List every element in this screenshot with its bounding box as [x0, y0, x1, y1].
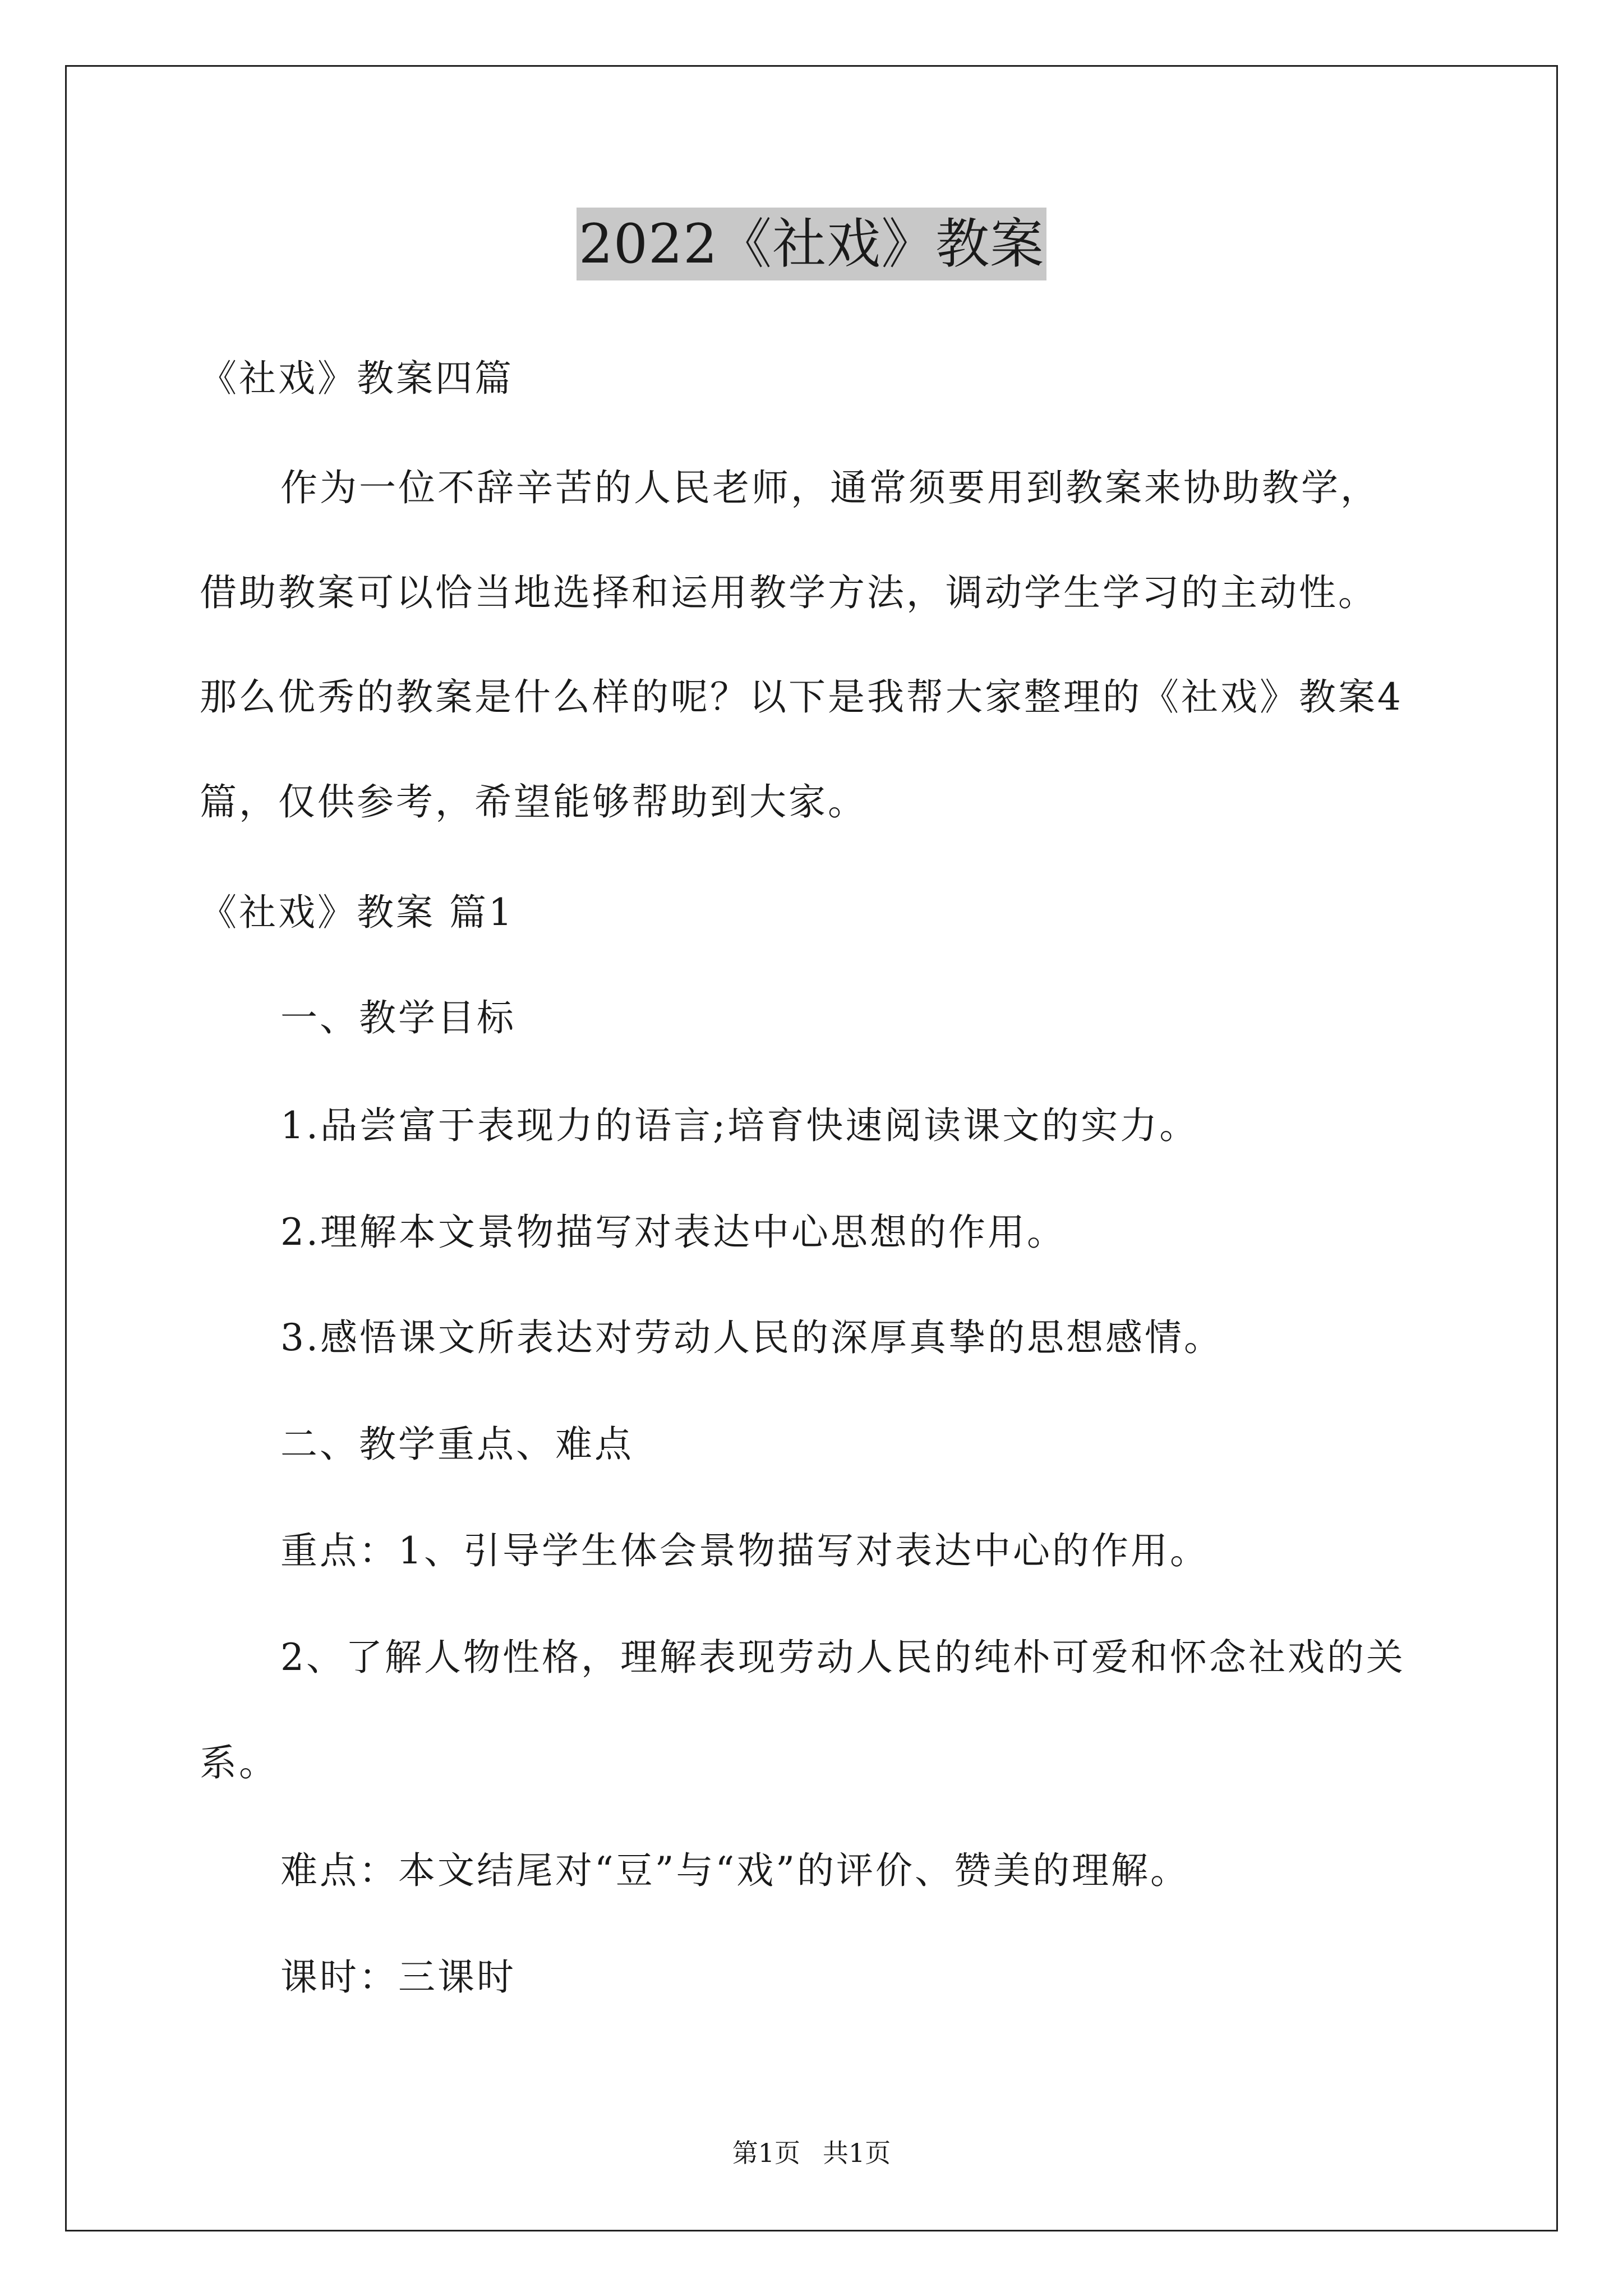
page-footer [0, 2136, 1623, 2170]
class-periods: 课时：三课时 [280, 1955, 516, 1999]
page-number: 第1页 [732, 2138, 800, 2168]
focus-2-line-2: 系。 [200, 1741, 278, 1784]
document-title: 2022《社戏》教案 [577, 208, 1046, 280]
intro-line-2: 借助教案可以恰当地选择和运用教学方法，调动学生学习的主动性。 [200, 571, 1377, 614]
focus-2-line-1: 2、了解人物性格，理解表现劳动人民的纯朴可爱和怀念社戏的关 [280, 1636, 1405, 1679]
focus-1: 重点：1、引导学生体会景物描写对表达中心的作用。 [280, 1529, 1209, 1572]
title-area [0, 208, 1623, 280]
intro-line-4: 篇，仅供参考，希望能够帮助到大家。 [200, 780, 867, 823]
difficulty: 难点：本文结尾对“豆”与“戏”的评价、赞美的理解。 [280, 1849, 1189, 1892]
intro-line-1: 作为一位不辞辛苦的人民老师，通常须要用到教案来协助教学， [280, 466, 1380, 509]
section-heading: 《社戏》教案 篇1 [200, 891, 514, 934]
page-total: 共1页 [823, 2138, 891, 2168]
subtitle: 《社戏》教案四篇 [200, 357, 514, 400]
objective-2: 2.理解本文景物描写对表达中心思想的作用。 [280, 1211, 1066, 1254]
focus-heading: 二、教学重点、难点 [280, 1423, 634, 1466]
objective-3: 3.感悟课文所表达对劳动人民的深厚真挚的思想感情。 [280, 1316, 1223, 1359]
intro-line-3: 那么优秀的教案是什么样的呢？以下是我帮大家整理的《社戏》教案4 [200, 675, 1403, 719]
objective-1: 1.品尝富于表现力的语言;培育快速阅读课文的实力。 [280, 1104, 1199, 1147]
objectives-heading: 一、教学目标 [280, 996, 516, 1039]
